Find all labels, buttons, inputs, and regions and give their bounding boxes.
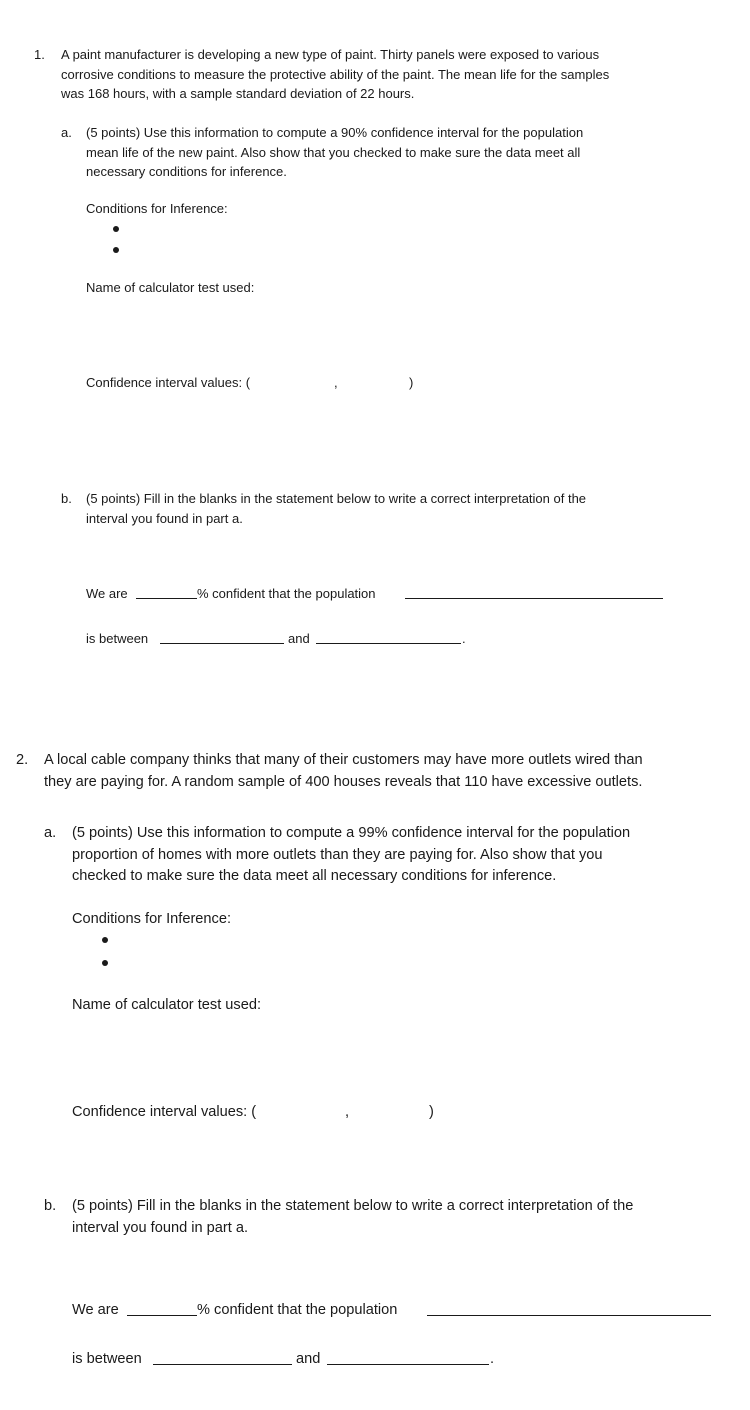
q2a-conditions-label: Conditions for Inference:	[72, 911, 231, 927]
q2a-test-label: Name of calculator test used:	[72, 997, 261, 1013]
q1b-lower-blank[interactable]	[160, 631, 284, 644]
q2b-confident: % confident that the population	[197, 1302, 398, 1318]
q1b-letter: b.	[61, 491, 72, 506]
q2b-parameter-blank[interactable]	[427, 1303, 711, 1316]
q1b-prompt-line: interval you found in part a.	[86, 510, 243, 526]
q1b-and: and	[288, 631, 310, 646]
q2a-condition-bullet	[102, 937, 108, 943]
q1b-prompt	[86, 489, 586, 528]
q2b-percent-blank[interactable]	[127, 1303, 197, 1316]
q2a-prompt	[72, 823, 630, 888]
q1a-prompt-line: mean life of the new paint. Also show that you checked to make sure the data meet all	[86, 144, 581, 160]
q2a-prompt-line: checked to make sure the data meet all necessary conditions for inference.	[72, 868, 557, 884]
q1b-parameter-blank[interactable]	[405, 586, 663, 599]
q2b-upper-blank[interactable]	[327, 1352, 489, 1365]
q2a-ci-comma: ,	[345, 1104, 350, 1120]
q1-intro-line: was 168 hours, with a sample standard deviation of 22 hours.	[61, 86, 415, 101]
q1a-prompt	[86, 123, 583, 182]
q1a-prompt-line: necessary conditions for inference.	[86, 164, 287, 179]
q1-intro-line: A paint manufacturer is developing a new type of paint. Thirty panels were exposed to various	[61, 47, 600, 62]
q2b-prompt-line: interval you found in part a.	[72, 1219, 249, 1236]
q2b-prompt-line: (5 points) Fill in the blanks in the statement below to write a correct interpretation of the	[72, 1198, 634, 1214]
q2a-letter: a.	[44, 825, 57, 841]
q2b-period: .	[490, 1351, 495, 1367]
q1b-we-are: We are	[86, 586, 128, 601]
q1b-is-between: is between	[86, 631, 149, 646]
q2-intro-line: A local cable company thinks that many of their customers may have more outlets wired than	[44, 752, 643, 768]
q1a-test-label: Name of calculator test used:	[86, 280, 255, 295]
q1-intro-line: corrosive conditions to measure the protective ability of the paint. The mean life for the samples	[61, 66, 610, 82]
q1-number: 1.	[34, 47, 45, 62]
q1-intro	[61, 45, 609, 104]
q1a-conditions-label: Conditions for Inference:	[86, 201, 228, 216]
q2b-prompt	[72, 1196, 633, 1239]
q1a-letter: a.	[61, 125, 72, 140]
q1a-ci-close: )	[409, 375, 414, 390]
q1a-ci-label: Confidence interval values: (	[86, 375, 251, 390]
q2b-and: and	[296, 1351, 321, 1367]
q1a-condition-bullet	[113, 226, 119, 232]
q1a-prompt-line: (5 points) Use this information to compute a 90% confidence interval for the population	[86, 125, 584, 140]
q1b-period: .	[462, 631, 466, 646]
q1a-condition-bullet	[113, 247, 119, 253]
q2-intro-line: they are paying for. A random sample of 400 houses reveals that 110 have excessive outlets.	[44, 773, 643, 790]
q2-number: 2.	[16, 752, 29, 768]
q1a-ci-comma: ,	[334, 375, 338, 390]
q2-intro	[44, 750, 643, 793]
q2a-ci-close: )	[429, 1104, 434, 1120]
q2b-we-are: We are	[72, 1302, 119, 1318]
q1b-confident: % confident that the population	[197, 586, 376, 601]
q2b-letter: b.	[44, 1198, 57, 1214]
q1b-prompt-line: (5 points) Fill in the blanks in the statement below to write a correct interpretation of the	[86, 491, 587, 506]
q1b-percent-blank[interactable]	[136, 586, 197, 599]
q1b-upper-blank[interactable]	[316, 631, 461, 644]
q2a-prompt-line: (5 points) Use this information to compute a 99% confidence interval for the population	[72, 825, 631, 841]
q2b-lower-blank[interactable]	[153, 1352, 292, 1365]
q2a-prompt-line: proportion of homes with more outlets than they are paying for. Also show that you	[72, 846, 603, 863]
q2a-condition-bullet	[102, 960, 108, 966]
q2a-ci-label: Confidence interval values: (	[72, 1104, 257, 1120]
q2b-is-between: is between	[72, 1351, 142, 1367]
